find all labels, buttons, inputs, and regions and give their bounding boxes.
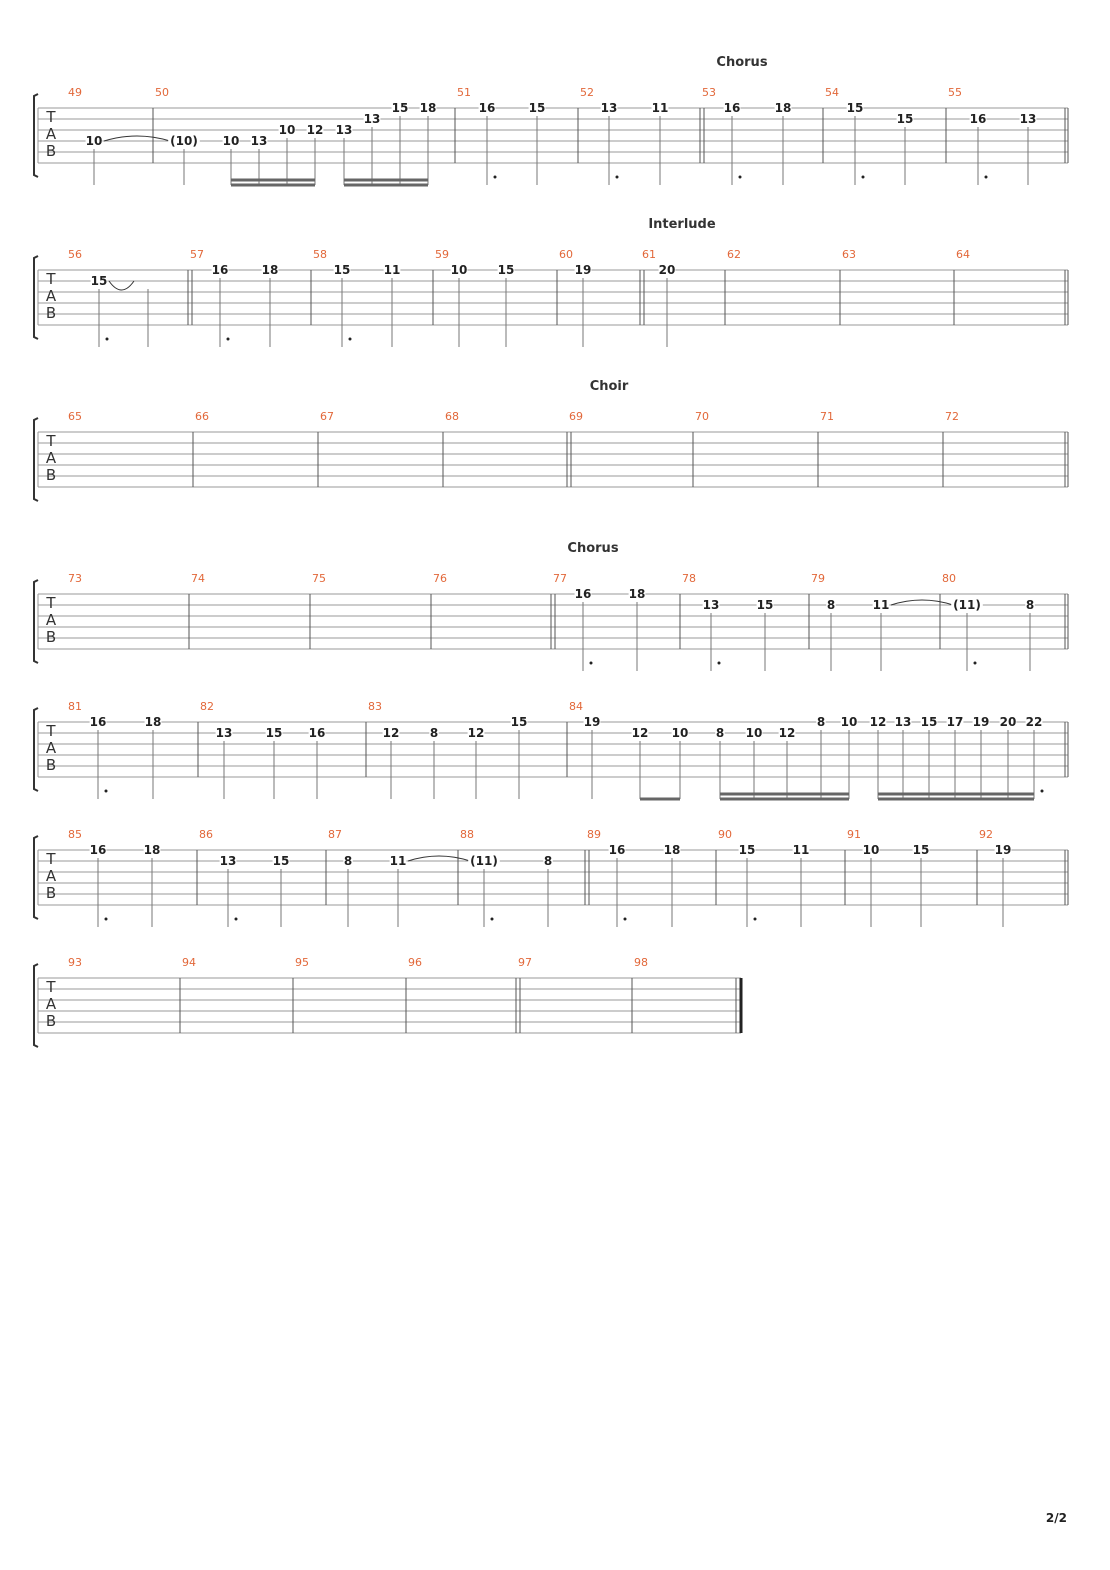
bar-number: 57 [190, 248, 204, 261]
system-bracket [34, 580, 38, 663]
fret-number: 15 [391, 101, 409, 115]
bar-number: 95 [295, 956, 309, 969]
bar-number: 58 [313, 248, 327, 261]
tab-clef-letter: A [45, 287, 57, 305]
bar-number: 81 [68, 700, 82, 713]
bar-number: 62 [727, 248, 741, 261]
duration-dot [105, 790, 108, 793]
tab-clef-letter: A [45, 867, 57, 885]
bar-number: 60 [559, 248, 573, 261]
bar-number: 59 [435, 248, 449, 261]
fret-number: 12 [306, 123, 324, 137]
fret-number: 13 [219, 854, 237, 868]
fret-number: 11 [651, 101, 669, 115]
bar-number: 92 [979, 828, 993, 841]
bar-number: 90 [718, 828, 732, 841]
fret-number: 13 [363, 112, 381, 126]
fret-number: 15 [846, 101, 864, 115]
bar-number: 74 [191, 572, 205, 585]
fret-number: 18 [628, 587, 646, 601]
bar-number: 88 [460, 828, 474, 841]
tab-system [34, 55, 1068, 185]
duration-dot [624, 918, 627, 921]
fret-number: 19 [972, 715, 990, 729]
fret-number: 15 [528, 101, 546, 115]
bar-number: 61 [642, 248, 656, 261]
page-number: 2/2 [1045, 1511, 1067, 1525]
tab-clef-letter: T [46, 270, 56, 288]
tab-clef-letter: T [46, 108, 56, 126]
duration-dot [754, 918, 757, 921]
fret-number: 13 [894, 715, 912, 729]
tab-system [34, 700, 1068, 799]
fret-number: 15 [90, 274, 108, 288]
fret-number: 16 [723, 101, 741, 115]
bar-number: 75 [312, 572, 326, 585]
duration-dot [739, 176, 742, 179]
tab-clef-letter: A [45, 739, 57, 757]
bar-number: 89 [587, 828, 601, 841]
fret-number: 20 [999, 715, 1017, 729]
duration-dot [494, 176, 497, 179]
fret-number: 13 [702, 598, 720, 612]
fret-number: 15 [497, 263, 515, 277]
fret-number: 16 [608, 843, 626, 857]
bar-number: 80 [942, 572, 956, 585]
fret-number: 11 [383, 263, 401, 277]
duration-dot [590, 662, 593, 665]
tab-clef-letter: T [46, 850, 56, 868]
tab-clef-letter: A [45, 125, 57, 143]
fret-number: 10 [862, 843, 880, 857]
systems-layer [34, 55, 1068, 1047]
fret-number: 16 [211, 263, 229, 277]
fret-number: 18 [663, 843, 681, 857]
fret-number: 10 [840, 715, 858, 729]
bar-number: 79 [811, 572, 825, 585]
fret-number: 15 [738, 843, 756, 857]
duration-dot [862, 176, 865, 179]
bar-number: 66 [195, 410, 209, 423]
fret-number: 13 [600, 101, 618, 115]
fret-number: 18 [144, 715, 162, 729]
tab-clef-letter: B [45, 756, 57, 774]
tab-clef-letter: A [45, 449, 57, 467]
tab-system [34, 217, 1068, 347]
bar-number: 72 [945, 410, 959, 423]
bar-number: 55 [948, 86, 962, 99]
duration-dot [227, 338, 230, 341]
fret-number: 19 [574, 263, 592, 277]
fret-number: 16 [969, 112, 987, 126]
tab-clef-letter: B [45, 628, 57, 646]
fret-number: 12 [382, 726, 400, 740]
duration-dot [1041, 790, 1044, 793]
bar-number: 77 [553, 572, 567, 585]
fret-number: (11) [953, 598, 981, 612]
fret-number: 8 [343, 854, 353, 868]
bar-number: 53 [702, 86, 716, 99]
tie-arc [104, 136, 170, 141]
bar-number: 52 [580, 86, 594, 99]
system-bracket [34, 708, 38, 791]
fret-number: 20 [658, 263, 676, 277]
fret-number: 15 [333, 263, 351, 277]
fret-number: 18 [774, 101, 792, 115]
fret-number: 8 [715, 726, 725, 740]
bar-number: 98 [634, 956, 648, 969]
tab-clef-letter: B [45, 466, 57, 484]
tab-clef-letter: T [46, 978, 56, 996]
tab-clef-letter: T [46, 432, 56, 450]
fret-number: 10 [278, 123, 296, 137]
bar-number: 56 [68, 248, 82, 261]
fret-number: 13 [335, 123, 353, 137]
duration-dot [349, 338, 352, 341]
bar-number: 63 [842, 248, 856, 261]
duration-dot [491, 918, 494, 921]
tab-clef-letter: T [46, 594, 56, 612]
tab-system [34, 956, 741, 1047]
bar-number: 97 [518, 956, 532, 969]
tab-system [34, 828, 1068, 927]
fret-number: 15 [896, 112, 914, 126]
fret-number: 8 [816, 715, 826, 729]
bar-number: 83 [368, 700, 382, 713]
bar-number: 86 [199, 828, 213, 841]
duration-dot [974, 662, 977, 665]
bar-number: 71 [820, 410, 834, 423]
fret-number: 8 [429, 726, 439, 740]
tab-system [34, 541, 1068, 671]
fret-number: 15 [912, 843, 930, 857]
duration-dot [616, 176, 619, 179]
tab-clef-letter: T [46, 722, 56, 740]
bar-number: 65 [68, 410, 82, 423]
tab-clef-letter: B [45, 142, 57, 160]
fret-number: 13 [215, 726, 233, 740]
fret-number: 15 [920, 715, 938, 729]
section-title: Chorus [567, 541, 619, 556]
fret-number: 18 [143, 843, 161, 857]
bar-number: 78 [682, 572, 696, 585]
tab-clef-letter: A [45, 995, 57, 1013]
fret-number: 16 [89, 843, 107, 857]
fret-number: (11) [470, 854, 498, 868]
fret-number: (10) [170, 134, 198, 148]
bar-number: 54 [825, 86, 839, 99]
bar-number: 69 [569, 410, 583, 423]
fret-number: 8 [543, 854, 553, 868]
system-bracket [34, 256, 38, 339]
bar-number: 82 [200, 700, 214, 713]
fret-number: 11 [872, 598, 890, 612]
bar-number: 87 [328, 828, 342, 841]
fret-number: 15 [265, 726, 283, 740]
fret-number: 12 [869, 715, 887, 729]
fret-number: 10 [85, 134, 103, 148]
bar-number: 91 [847, 828, 861, 841]
bar-number: 50 [155, 86, 169, 99]
fret-number: 12 [778, 726, 796, 740]
tab-system [34, 379, 1068, 501]
bar-number: 64 [956, 248, 970, 261]
fret-number: 15 [272, 854, 290, 868]
fret-number: 22 [1025, 715, 1043, 729]
fret-number: 15 [510, 715, 528, 729]
bar-number: 49 [68, 86, 82, 99]
fret-number: 18 [261, 263, 279, 277]
duration-dot [235, 918, 238, 921]
bar-number: 68 [445, 410, 459, 423]
bar-number: 94 [182, 956, 196, 969]
fret-number: 16 [89, 715, 107, 729]
duration-dot [985, 176, 988, 179]
bar-number: 73 [68, 572, 82, 585]
section-title: Interlude [648, 217, 716, 232]
fret-number: 13 [1019, 112, 1037, 126]
duration-dot [718, 662, 721, 665]
bar-number: 70 [695, 410, 709, 423]
fret-number: 11 [792, 843, 810, 857]
fret-number: 18 [419, 101, 437, 115]
bar-number: 51 [457, 86, 471, 99]
fret-number: 12 [631, 726, 649, 740]
section-title: Chorus [716, 55, 768, 70]
fret-number: 11 [389, 854, 407, 868]
fret-number: 16 [478, 101, 496, 115]
tie-arc [891, 600, 953, 605]
fret-number: 19 [994, 843, 1012, 857]
bar-number: 76 [433, 572, 447, 585]
bar-number: 93 [68, 956, 82, 969]
fret-number: 10 [222, 134, 240, 148]
fret-number: 12 [467, 726, 485, 740]
system-bracket [34, 418, 38, 501]
bar-number: 84 [569, 700, 583, 713]
fret-number: 10 [450, 263, 468, 277]
bar-number: 85 [68, 828, 82, 841]
fret-number: 15 [756, 598, 774, 612]
fret-number: 17 [946, 715, 964, 729]
tab-clef-letter: B [45, 1012, 57, 1030]
system-bracket [34, 836, 38, 919]
tab-clef-letter: A [45, 611, 57, 629]
fret-number: 19 [583, 715, 601, 729]
tie-arc [109, 281, 134, 290]
fret-number: 8 [1025, 598, 1035, 612]
fret-number: 16 [308, 726, 326, 740]
tie-arc [408, 856, 470, 861]
duration-dot [106, 338, 109, 341]
duration-dot [105, 918, 108, 921]
fret-number: 10 [671, 726, 689, 740]
fret-number: 13 [250, 134, 268, 148]
tab-clef-letter: B [45, 304, 57, 322]
system-bracket [34, 94, 38, 177]
tab-clef-letter: B [45, 884, 57, 902]
fret-number: 8 [826, 598, 836, 612]
system-bracket [34, 964, 38, 1047]
fret-number: 10 [745, 726, 763, 740]
fret-number: 16 [574, 587, 592, 601]
bar-number: 67 [320, 410, 334, 423]
bar-number: 96 [408, 956, 422, 969]
section-title: Choir [589, 379, 629, 394]
